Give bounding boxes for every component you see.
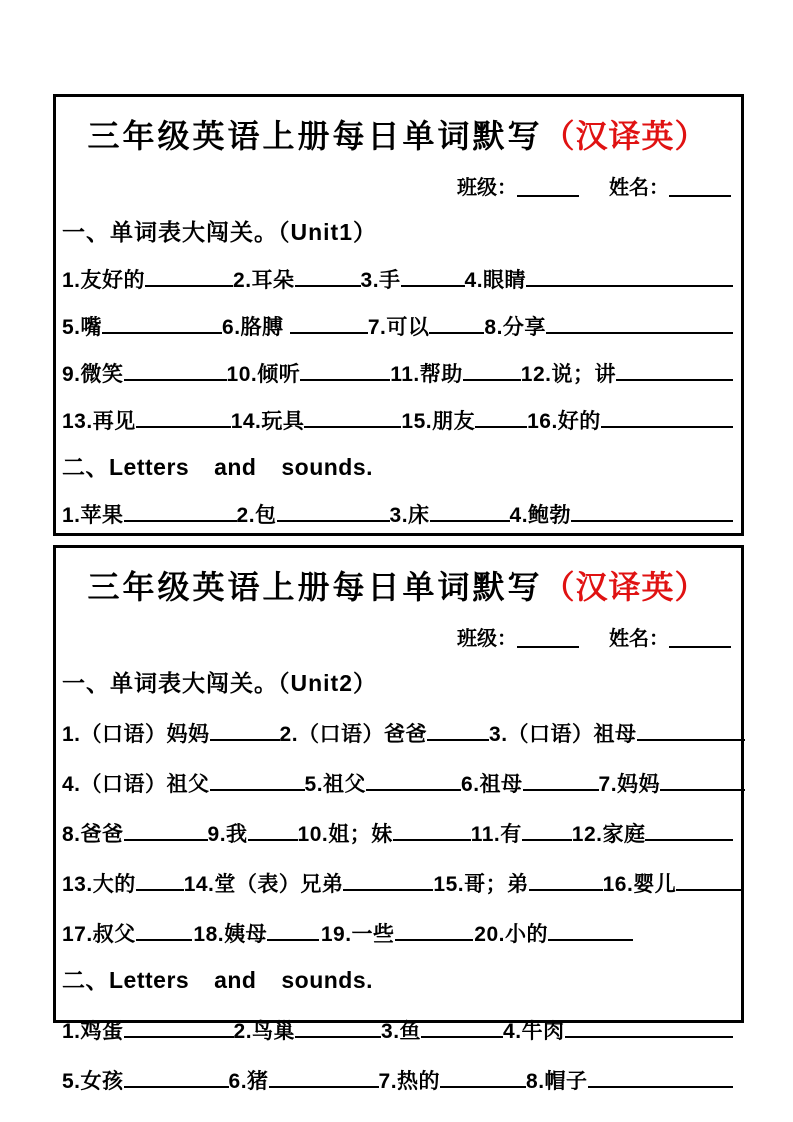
vocab-word-label: 15.朋友	[401, 410, 476, 433]
vocab-word-label: 9.我	[207, 823, 248, 846]
answer-blank-line	[210, 739, 280, 741]
vocab-word-label: 5.女孩	[62, 1070, 124, 1093]
vocab-word-label: 1.（口语）妈妈	[62, 723, 210, 746]
answer-blank-line	[136, 426, 231, 428]
name-blank	[669, 646, 731, 648]
vocab-item	[474, 918, 633, 948]
vocab-word-label: 7.热的	[378, 1070, 441, 1093]
worksheet-title	[62, 111, 733, 157]
vocab-item	[471, 818, 572, 848]
answer-blank-line	[565, 1036, 733, 1038]
vocab-item	[603, 868, 742, 898]
vocab-item	[237, 499, 390, 529]
answer-blank-line	[463, 379, 521, 381]
vocab-word-label: 18.姨母	[193, 923, 268, 946]
vocab-word-label: 2.鸟巢	[233, 1020, 296, 1043]
vocab-word-label: 7.可以	[367, 316, 430, 339]
vocab-word-label: 11.帮助	[390, 363, 463, 386]
vocab-item	[381, 1015, 503, 1045]
vocab-item	[465, 264, 733, 294]
vocab-word-label: 11.有	[470, 823, 522, 846]
vocab-word-label: 2.（口语）爸爸	[279, 723, 428, 746]
answer-blank-line	[145, 285, 233, 287]
vocab-item	[208, 818, 298, 848]
name-label: 姓名：	[609, 628, 669, 650]
vocab-item	[62, 1015, 234, 1045]
vocab-item	[62, 358, 227, 388]
vocab-word-label: 12.说；讲	[520, 363, 616, 386]
vocab-row	[62, 818, 733, 848]
vocab-rows-part2	[62, 1015, 733, 1095]
vocab-item	[527, 405, 733, 435]
vocab-row	[62, 918, 733, 948]
answer-blank-line	[124, 839, 208, 841]
vocab-item	[521, 358, 733, 388]
vocab-item	[361, 264, 465, 294]
worksheet-title	[62, 562, 733, 608]
vocab-word-label: 1.友好的	[62, 269, 146, 292]
vocab-row	[62, 1015, 733, 1045]
vocab-row	[62, 768, 733, 798]
vocab-item	[526, 1065, 733, 1095]
vocab-word-label: 5.祖父	[304, 773, 367, 796]
vocab-item	[390, 499, 510, 529]
vocab-word-label: 4.（口语）祖父	[62, 773, 210, 796]
vocab-item	[193, 918, 319, 948]
answer-blank-line	[124, 1086, 229, 1088]
vocab-word-label: 3.鱼	[381, 1020, 422, 1043]
name-blank	[669, 195, 731, 197]
vocab-rows-part1	[62, 718, 733, 948]
vocab-item	[305, 768, 462, 798]
vocab-word-label: 4.牛肉	[503, 1020, 565, 1043]
answer-blank-line	[304, 426, 401, 428]
answer-blank-line	[136, 939, 192, 941]
vocab-word-label: 8.帽子	[526, 1070, 588, 1093]
vocab-word-label: 4.鲍勃	[509, 504, 572, 527]
vocab-item	[62, 918, 192, 948]
vocab-item	[599, 768, 746, 798]
vocab-item	[231, 405, 402, 435]
vocab-word-label: 8.爸爸	[62, 823, 124, 846]
vocab-row	[62, 868, 733, 898]
vocab-word-label: 12.家庭	[571, 823, 646, 846]
vocab-word-label: 14.堂（表）兄弟	[183, 873, 344, 896]
vocab-item	[489, 718, 745, 748]
answer-blank-line	[588, 1086, 733, 1088]
answer-blank-line	[277, 520, 390, 522]
vocab-item	[368, 311, 485, 341]
vocab-item	[234, 1015, 382, 1045]
section2-heading: 二、Letters and sounds.	[62, 454, 374, 480]
translation-mode-tag: （汉译英）	[542, 118, 708, 154]
answer-blank-line	[616, 379, 733, 381]
vocab-word-label: 1.苹果	[62, 504, 124, 527]
answer-blank-line	[393, 839, 471, 841]
vocab-word-label: 19.一些	[320, 923, 395, 946]
vocab-item	[222, 311, 368, 341]
vocab-item	[503, 1015, 733, 1045]
class-name-line	[62, 622, 733, 651]
vocab-item	[62, 768, 305, 798]
vocab-item	[433, 868, 602, 898]
vocab-word-label: 8.分享	[484, 316, 546, 339]
class-label: 班级：	[457, 628, 517, 650]
class-label: 班级：	[457, 177, 517, 199]
vocab-word-label: 10.倾听	[226, 363, 301, 386]
vocab-item	[62, 1065, 229, 1095]
answer-blank-line	[124, 379, 227, 381]
vocab-word-label: 2.包	[236, 504, 277, 527]
vocab-item	[62, 718, 280, 748]
answer-blank-line	[300, 379, 390, 381]
vocab-row	[62, 358, 733, 388]
vocab-item	[401, 405, 527, 435]
worksheet-box-1	[53, 94, 744, 536]
vocab-row	[62, 264, 733, 294]
answer-blank-line	[523, 789, 599, 791]
answer-blank-line	[295, 285, 361, 287]
vocab-word-label: 6.胳膊	[222, 316, 290, 339]
translation-mode-tag: （汉译英）	[542, 569, 708, 605]
vocab-item	[233, 264, 361, 294]
worksheet-title-text: 三年级英语上册每日单词默写	[87, 569, 543, 605]
answer-blank-line	[637, 739, 745, 741]
answer-blank-line	[430, 520, 510, 522]
answer-blank-line	[529, 889, 603, 891]
vocab-item	[390, 358, 521, 388]
vocab-word-label: 2.耳朵	[233, 269, 295, 292]
answer-blank-line	[124, 1036, 234, 1038]
vocab-word-label: 6.祖母	[461, 773, 523, 796]
vocab-word-label: 3.（口语）祖母	[489, 723, 637, 746]
answer-blank-line	[676, 889, 741, 891]
worksheet-box-2	[53, 545, 744, 1093]
answer-blank-line	[645, 839, 733, 841]
name-label: 姓名：	[609, 177, 669, 199]
vocab-word-label: 20.小的	[474, 923, 548, 946]
vocab-item	[461, 768, 599, 798]
vocab-word-label: 7.妈妈	[598, 773, 661, 796]
answer-blank-line	[343, 889, 433, 891]
vocab-item	[62, 405, 231, 435]
answer-blank-line	[571, 520, 733, 522]
vocab-item	[321, 918, 473, 948]
vocab-word-label: 3.床	[389, 504, 430, 527]
answer-blank-line	[269, 1086, 379, 1088]
vocab-row	[62, 718, 733, 748]
vocab-word-label: 16.好的	[527, 410, 601, 433]
vocab-item	[572, 818, 733, 848]
vocab-word-label: 4.眼睛	[464, 269, 527, 292]
vocab-item	[379, 1065, 527, 1095]
answer-blank-line	[210, 789, 305, 791]
vocab-item	[62, 264, 233, 294]
class-blank	[517, 646, 579, 648]
vocab-word-label: 5.嘴	[62, 316, 103, 339]
vocab-word-label: 1.鸡蛋	[62, 1020, 124, 1043]
section1-heading: 一、单词表大闯关。（Unit1）	[62, 219, 377, 245]
vocab-row	[62, 311, 733, 341]
vocab-word-label: 14.玩具	[230, 410, 305, 433]
vocab-item	[280, 718, 490, 748]
answer-blank-line	[290, 332, 368, 334]
answer-blank-line	[136, 889, 184, 891]
vocab-word-label: 10.姐；妹	[297, 823, 393, 846]
vocab-word-label: 3.手	[360, 269, 401, 292]
answer-blank-line	[526, 285, 733, 287]
answer-blank-line	[548, 939, 633, 941]
answer-blank-line	[660, 789, 745, 791]
answer-blank-line	[267, 939, 319, 941]
vocab-item	[510, 499, 733, 529]
answer-blank-line	[102, 332, 222, 334]
vocab-row	[62, 1065, 733, 1095]
vocab-word-label: 16.婴儿	[602, 873, 677, 896]
answer-blank-line	[546, 332, 733, 334]
vocab-item	[229, 1065, 379, 1095]
answer-blank-line	[475, 426, 527, 428]
answer-blank-line	[522, 839, 572, 841]
section2-heading: 二、Letters and sounds.	[62, 967, 374, 993]
answer-blank-line	[429, 332, 484, 334]
answer-blank-line	[124, 520, 237, 522]
vocab-word-label: 9.微笑	[62, 363, 124, 386]
vocab-row	[62, 405, 733, 435]
answer-blank-line	[427, 739, 489, 741]
class-blank	[517, 195, 579, 197]
vocab-word-label: 17.叔父	[62, 923, 136, 946]
vocab-item	[62, 868, 184, 898]
vocab-word-label: 15.哥；弟	[433, 873, 529, 896]
section1-heading: 一、单词表大闯关。（Unit2）	[62, 670, 377, 696]
vocab-item	[62, 311, 222, 341]
vocab-word-label: 13.大的	[62, 873, 136, 896]
answer-blank-line	[401, 285, 465, 287]
vocab-item	[484, 311, 733, 341]
vocab-word-label: 13.再见	[62, 410, 136, 433]
vocab-item	[227, 358, 391, 388]
answer-blank-line	[295, 1036, 381, 1038]
answer-blank-line	[395, 939, 473, 941]
vocab-item	[62, 499, 237, 529]
answer-blank-line	[440, 1086, 526, 1088]
vocab-item	[298, 818, 471, 848]
vocab-word-label: 6.猪	[228, 1070, 269, 1093]
class-name-line	[62, 171, 733, 200]
vocab-item	[62, 818, 208, 848]
worksheet-title-text: 三年级英语上册每日单词默写	[87, 118, 543, 154]
vocab-item	[184, 868, 434, 898]
answer-blank-line	[248, 839, 298, 841]
vocab-rows-part1	[62, 264, 733, 435]
vocab-row	[62, 499, 733, 529]
answer-blank-line	[601, 426, 733, 428]
answer-blank-line	[421, 1036, 503, 1038]
answer-blank-line	[366, 789, 461, 791]
